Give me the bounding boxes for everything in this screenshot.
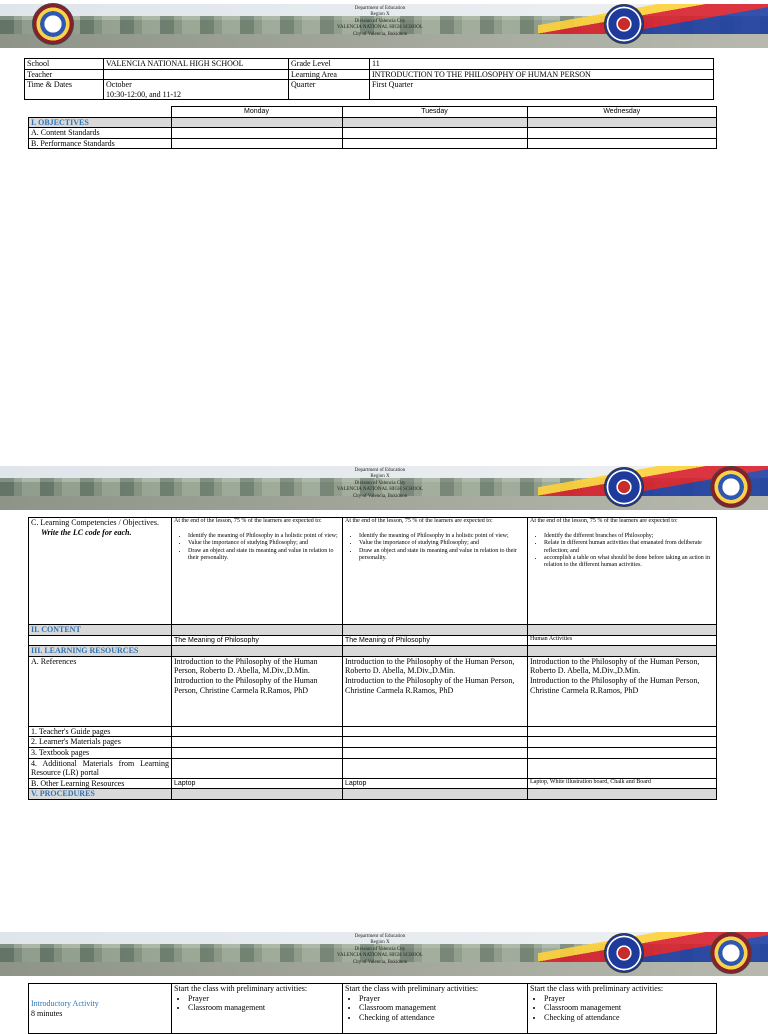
teacher-value [104, 69, 289, 80]
other-resources: B. Other Learning Resources [29, 778, 172, 789]
teacher-label: Teacher [25, 69, 104, 80]
procedures-table [28, 983, 717, 1034]
content-monday: The Meaning of Philosophy [172, 635, 343, 646]
competencies-wednesday: At the end of the lesson, 75 % of the learners are expected to: • Identify the different branches of Philosophy; • Relate in different human activities that emanated from deliberate reflection; and • accomplish a table on what should be done before taking an action in relation to the different human activities. [528, 518, 717, 625]
additional-materials: 4. Additional Materials from Learning Resource (LR) portal [29, 758, 172, 778]
grade-value: 11 [370, 59, 714, 70]
procedures-section: V. PROCEDURES [29, 789, 172, 800]
info-table [24, 58, 714, 100]
intro-wednesday: Start the class with preliminary activities: • Prayer • Classroom management • Checking of attendance [528, 984, 717, 1034]
quarter-value: First Quarter [370, 80, 714, 100]
content-standards: A. Content Standards [29, 128, 172, 139]
dept-header: Department of Education Region X Division of Valencia City VALENCIA NATIONAL HIGH SCHOOL City of Valencia, Bukidnon [337, 6, 423, 37]
area-label: Learning Area [289, 69, 370, 80]
lesson-table [28, 517, 717, 800]
day-wednesday: Wednesday [527, 107, 717, 118]
quarter-label: Quarter [289, 80, 370, 100]
references-wednesday: Introduction to the Philosophy of the Human Person, Roberto D. Abella, M.Div.,D.Min. Introduction to the Philosophy of the Human Person, Christine Carmela R.Ramos, PhD [528, 656, 717, 726]
time-label: Time & Dates [25, 80, 104, 100]
objectives-section: I. OBJECTIVES [29, 117, 172, 128]
teachers-guide: 1. Teacher's Guide pages [29, 726, 172, 737]
school-seal-icon [32, 3, 74, 45]
other-monday: Laptop [172, 778, 343, 789]
competencies-label: C. Learning Competencies / Objectives. Write the LC code for each. [29, 518, 172, 625]
school-seal-icon [710, 466, 752, 508]
content-wednesday: Human Activities [528, 635, 717, 646]
learners-materials: 2. Learner's Materials pages [29, 737, 172, 748]
references-tuesday: Introduction to the Philosophy of the Human Person, Roberto D. Abella, M.Div.,D.Min. Introduction to the Philosophy of the Human Person, Christine Carmela R.Ramos, PhD [343, 656, 528, 726]
deped-seal-icon [604, 4, 644, 44]
other-wednesday: Laptop, White illustration board, Chalk and Board [528, 778, 717, 789]
grade-label: Grade Level [289, 59, 370, 70]
header-banner [0, 466, 768, 510]
deped-seal-icon [604, 933, 644, 973]
dept-header: Department of Education Region X Division of Valencia City VALENCIA NATIONAL HIGH SCHOOL City of Valencia, Bukidnon [337, 468, 423, 499]
content-tuesday: The Meaning of Philosophy [343, 635, 528, 646]
time-value: October 10:30-12:00, and 11-12 [104, 80, 289, 100]
competencies-tuesday: At the end of the lesson, 75 % of the learners are expected to: • Identify the meaning of Philosophy in a holistic point of view; • Value the importance of studying Philosophy; and • Draw an object and state its meaning and value in relation to their personality. [343, 518, 528, 625]
performance-standards: B. Performance Standards [29, 138, 172, 149]
school-label: School [25, 59, 104, 70]
intro-activity-label: Introductory Activity 8 minutes [29, 984, 172, 1034]
content-section: II. CONTENT [29, 625, 172, 636]
intro-tuesday: Start the class with preliminary activities: • Prayer • Classroom management • Checking of attendance [343, 984, 528, 1034]
deped-seal-icon [604, 467, 644, 507]
header-banner [0, 932, 768, 976]
textbook-pages: 3. Textbook pages [29, 747, 172, 758]
references-label: A. References [29, 656, 172, 726]
dept-header: Department of Education Region X Division of Valencia City VALENCIA NATIONAL HIGH SCHOOL City of Valencia, Bukidnon [337, 934, 423, 965]
area-value: INTRODUCTION TO THE PHILOSOPHY OF HUMAN PERSON [370, 69, 714, 80]
school-value: VALENCIA NATIONAL HIGH SCHOOL [104, 59, 289, 70]
other-tuesday: Laptop [343, 778, 528, 789]
references-monday: Introduction to the Philosophy of the Human Person, Roberto D. Abella, M.Div.,D.Min. Introduction to the Philosophy of the Human Person, Christine Carmela R.Ramos, PhD [172, 656, 343, 726]
intro-monday: Start the class with preliminary activities: • Prayer • Classroom management [172, 984, 343, 1034]
day-monday: Monday [171, 107, 342, 118]
day-tuesday: Tuesday [342, 107, 527, 118]
header-banner [0, 4, 768, 48]
objectives-table [28, 106, 717, 149]
school-seal-icon [710, 932, 752, 974]
competencies-monday: At the end of the lesson, 75 % of the learners are expected to: • Identify the meaning of Philosophy in a holistic point of view; • Value the importance of studying Philosophy; and • Draw an object and state its meaning and value in relation to their personality. [172, 518, 343, 625]
resources-section: III. LEARNING RESOURCES [29, 646, 172, 657]
